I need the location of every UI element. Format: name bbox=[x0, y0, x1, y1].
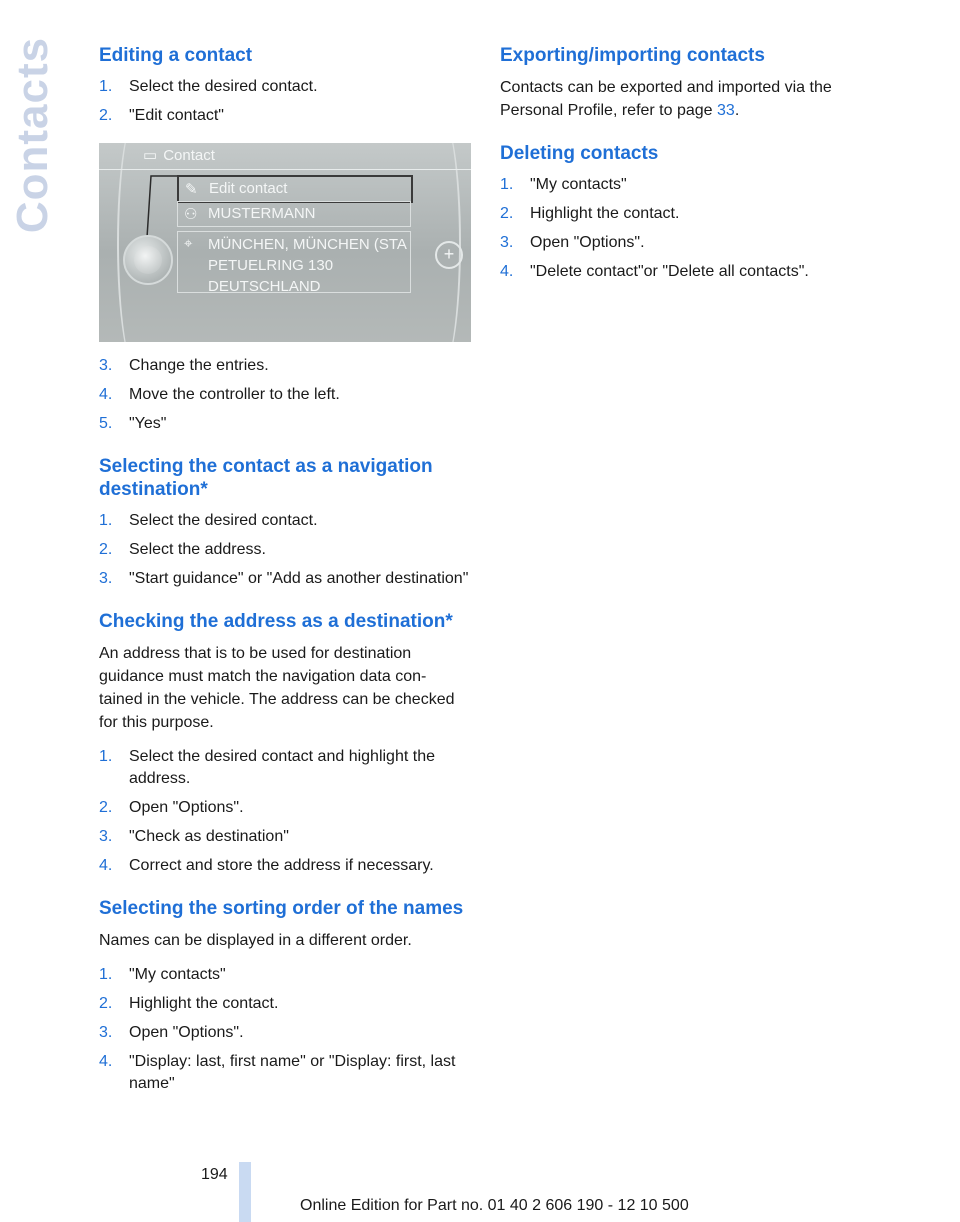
step-text: "Start guidance" or "Add as another destination" bbox=[129, 570, 469, 587]
step-number: 2. bbox=[99, 107, 113, 124]
step-number: 1. bbox=[500, 176, 514, 193]
step-text: Highlight the contact. bbox=[129, 995, 279, 1012]
step-number: 3. bbox=[99, 828, 113, 845]
step-number: 4. bbox=[500, 263, 514, 280]
step-text: Change the entries. bbox=[129, 357, 269, 374]
list-item bbox=[99, 964, 471, 986]
footer-accent-bar bbox=[239, 1162, 251, 1222]
step-text: "Edit contact" bbox=[129, 107, 224, 124]
export-text: Contacts can be exported and imported via the Personal Profile, refer to page bbox=[500, 79, 832, 119]
steps-editing-b bbox=[99, 355, 471, 435]
section-sorting-order bbox=[99, 897, 471, 1095]
step-number: 1. bbox=[99, 512, 113, 529]
export-paragraph bbox=[500, 76, 880, 122]
address-line: MÜNCHEN, MÜNCHEN (STA bbox=[208, 236, 407, 253]
step-text: Highlight the contact. bbox=[530, 205, 680, 222]
chapter-side-tab bbox=[0, 36, 66, 234]
step-text: Move the controller to the left. bbox=[129, 386, 340, 403]
pencil-icon: ✎ bbox=[185, 181, 198, 198]
step-number: 1. bbox=[99, 748, 113, 765]
address-line: DEUTSCHLAND bbox=[208, 278, 321, 295]
step-text: "Check as destination" bbox=[129, 828, 289, 845]
step-number: 1. bbox=[99, 78, 113, 95]
steps-editing-a bbox=[99, 76, 471, 127]
list-item bbox=[99, 746, 471, 790]
list-item bbox=[99, 993, 471, 1015]
step-number: 2. bbox=[500, 205, 514, 222]
right-column bbox=[500, 44, 880, 303]
controller-knob-icon bbox=[123, 235, 173, 285]
step-number: 1. bbox=[99, 966, 113, 983]
list-item bbox=[99, 797, 471, 819]
list-item bbox=[99, 826, 471, 848]
edit-contact-item[interactable] bbox=[177, 175, 413, 203]
list-item bbox=[500, 232, 880, 254]
steps-check-address bbox=[99, 746, 471, 877]
contact-card-icon: ▭ bbox=[143, 147, 158, 164]
list-item bbox=[500, 261, 880, 283]
step-text: "Yes" bbox=[129, 415, 167, 432]
section-check-address bbox=[99, 610, 471, 877]
heading-navigation-destination: Selecting the contact as a navigation destination* bbox=[99, 456, 433, 500]
address-lines bbox=[208, 234, 407, 297]
map-icon: ⌖ bbox=[184, 235, 193, 252]
step-text: Open "Options". bbox=[129, 799, 244, 816]
check-address-paragraph: An address that is to be used for destination guidance must match the navigation data con- tained in the vehicle. The address can be checked for this purpose. bbox=[99, 645, 455, 731]
step-text: Select the address. bbox=[129, 541, 266, 558]
sorting-paragraph: Names can be displayed in a different order. bbox=[99, 932, 412, 949]
list-item bbox=[99, 510, 471, 532]
edit-contact-label: Edit contact bbox=[209, 180, 288, 197]
step-number: 4. bbox=[99, 386, 113, 403]
list-item bbox=[500, 174, 880, 196]
contact-name-item[interactable] bbox=[177, 201, 411, 227]
step-text: Open "Options". bbox=[530, 234, 645, 251]
step-text: "Delete contact"or "Delete all contacts". bbox=[530, 263, 809, 280]
step-text: Select the desired contact and highlight the address. bbox=[129, 748, 435, 787]
step-number: 2. bbox=[99, 995, 113, 1012]
step-text: Open "Options". bbox=[129, 1024, 244, 1041]
list-item bbox=[500, 203, 880, 225]
edition-line: Online Edition for Part no. 01 40 2 606 190 - 12 10 500 bbox=[300, 1197, 689, 1214]
section-editing-contact bbox=[99, 44, 471, 435]
heading-deleting-contacts: Deleting contacts bbox=[500, 143, 659, 164]
screen-title-text: Contact bbox=[163, 146, 215, 164]
step-text: Correct and store the address if necessary. bbox=[129, 857, 434, 874]
section-navigation-destination bbox=[99, 455, 471, 590]
left-column bbox=[99, 44, 471, 1115]
heading-export-import: Exporting/importing contacts bbox=[500, 45, 765, 66]
step-number: 3. bbox=[99, 570, 113, 587]
step-number: 4. bbox=[99, 1053, 113, 1070]
list-item bbox=[99, 413, 471, 435]
heading-sorting-order: Selecting the sorting order of the names bbox=[99, 898, 464, 919]
list-item bbox=[99, 105, 471, 127]
step-number: 5. bbox=[99, 415, 113, 432]
page-number: 194 bbox=[201, 1166, 228, 1183]
step-number: 3. bbox=[99, 1024, 113, 1041]
list-item bbox=[99, 355, 471, 377]
list-item bbox=[99, 384, 471, 406]
heading-editing-contact: Editing a contact bbox=[99, 45, 253, 66]
section-deleting-contacts bbox=[500, 142, 880, 283]
steps-sorting-order bbox=[99, 964, 471, 1095]
step-text: "My contacts" bbox=[129, 966, 226, 983]
step-text: Select the desired contact. bbox=[129, 512, 318, 529]
chapter-title: Contacts bbox=[8, 36, 57, 234]
page-reference-link[interactable]: 33 bbox=[717, 102, 735, 119]
section-export-import bbox=[500, 44, 880, 122]
step-number: 2. bbox=[99, 541, 113, 558]
plus-icon: + bbox=[435, 241, 463, 269]
contact-name-label: MUSTERMANN bbox=[208, 205, 316, 222]
idrive-screenshot bbox=[99, 143, 471, 342]
step-number: 3. bbox=[500, 234, 514, 251]
export-text-end: . bbox=[734, 102, 740, 119]
person-icon: ⚇ bbox=[184, 206, 198, 223]
list-item bbox=[99, 76, 471, 98]
steps-deleting-contacts bbox=[500, 174, 880, 283]
list-item bbox=[99, 539, 471, 561]
step-number: 4. bbox=[99, 857, 113, 874]
list-item bbox=[99, 855, 471, 877]
contact-address-item[interactable] bbox=[177, 231, 411, 293]
step-text: Select the desired contact. bbox=[129, 78, 318, 95]
step-number: 2. bbox=[99, 799, 113, 816]
list-item bbox=[99, 1022, 471, 1044]
list-item bbox=[99, 1051, 471, 1095]
address-line: PETUELRING 130 bbox=[208, 257, 334, 274]
step-text: "Display: last, first name" or "Display: first, last name" bbox=[129, 1053, 456, 1092]
step-number: 3. bbox=[99, 357, 113, 374]
steps-navigation-destination bbox=[99, 510, 471, 590]
heading-check-address: Checking the address as a destination* bbox=[99, 611, 453, 632]
step-text: "My contacts" bbox=[530, 176, 627, 193]
list-item bbox=[99, 568, 471, 590]
